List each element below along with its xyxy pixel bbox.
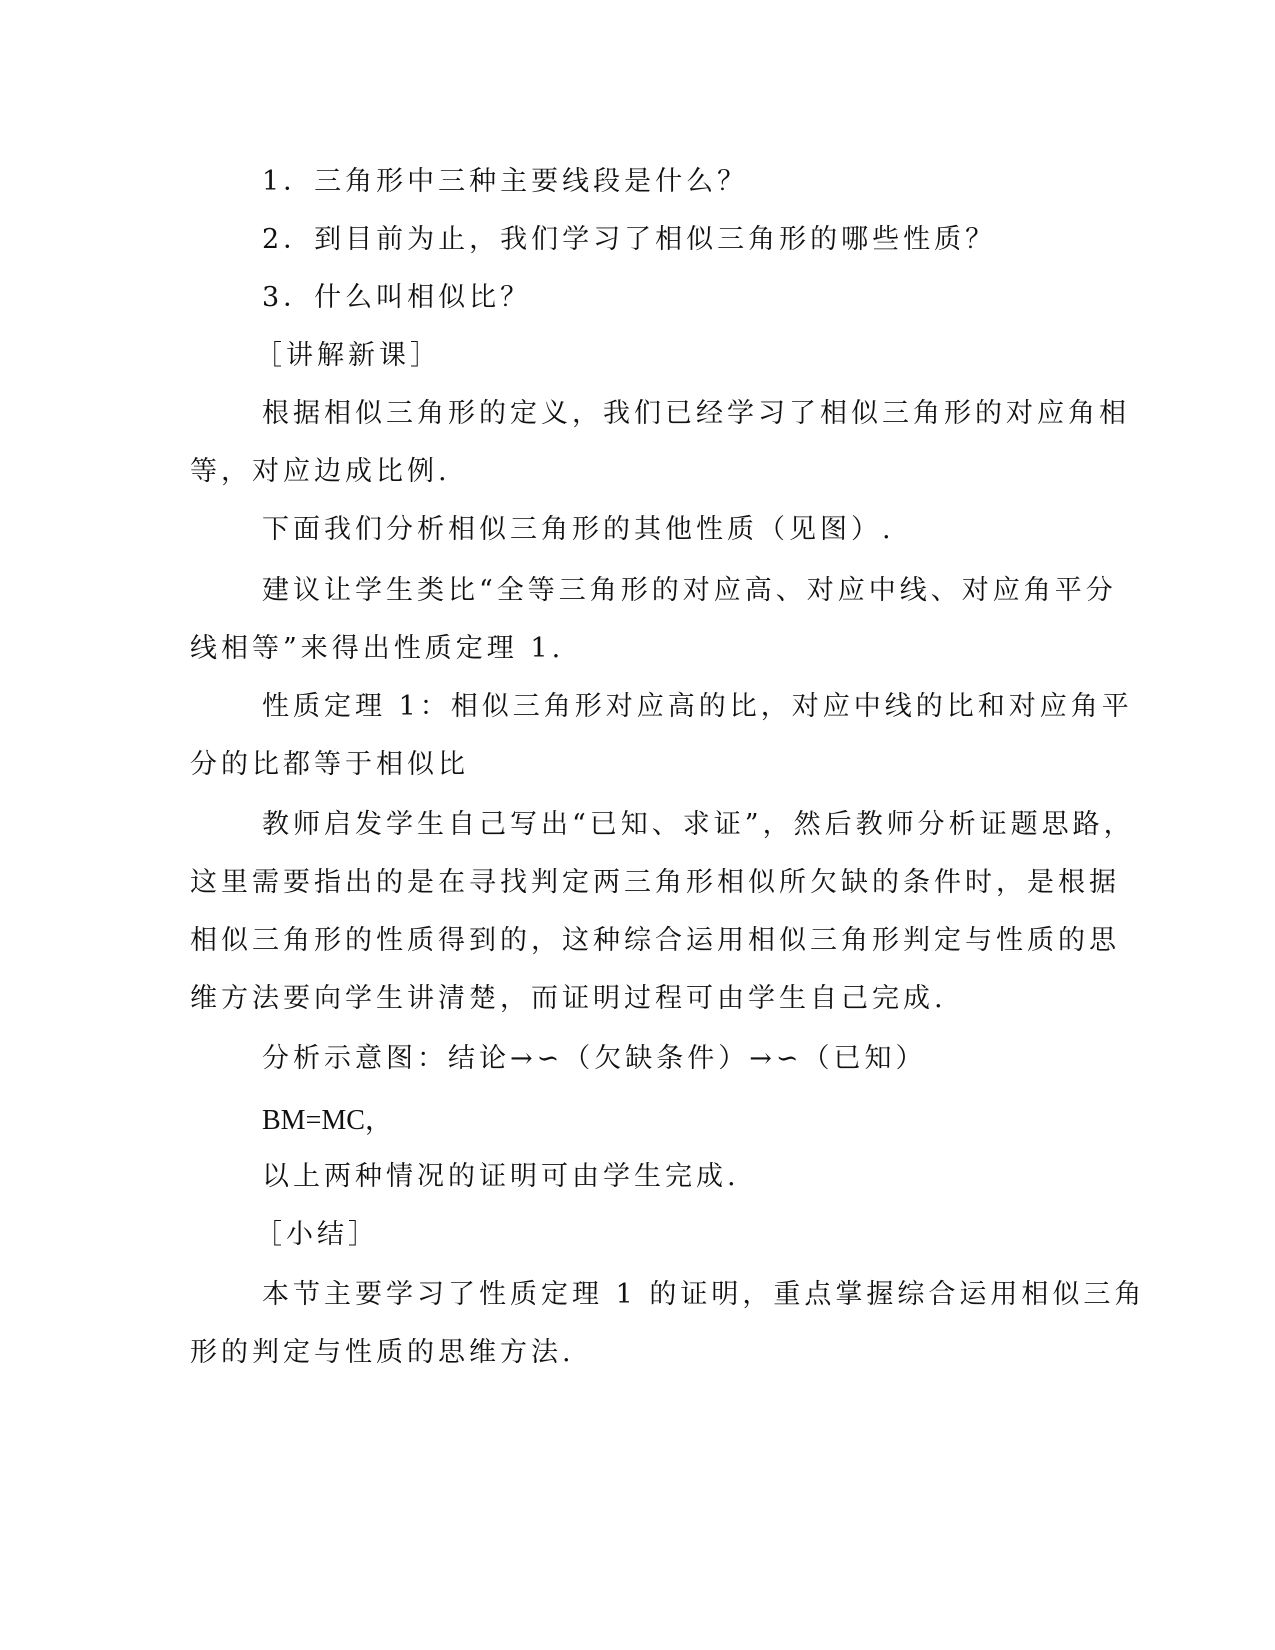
suggestion-paragraph-line-2: 线相等”来得出性质定理 1. (190, 633, 565, 664)
question-1: 1．三角形中三种主要线段是什么？ (262, 166, 749, 197)
teacher-paragraph-line-2: 这里需要指出的是在寻找判定两三角形相似所欠缺的条件时，是根据 (190, 867, 1120, 898)
proof-note: 以上两种情况的证明可由学生完成. (262, 1161, 740, 1192)
question-3: 3．什么叫相似比？ (262, 282, 532, 313)
suggestion-paragraph-line-1: 建议让学生类比“全等三角形的对应高、对应中线、对应角平分 (262, 575, 1117, 606)
theorem-line-1: 性质定理 1：相似三角形对应高的比，对应中线的比和对应角平 (262, 691, 1133, 722)
definition-paragraph-line-1: 根据相似三角形的定义，我们已经学习了相似三角形的对应角相 (262, 398, 1130, 429)
theorem-line-2: 分的比都等于相似比 (190, 749, 469, 780)
summary-line-2: 形的判定与性质的思维方法. (190, 1337, 575, 1368)
analysis-diagram-line: 分析示意图：结论→∽（欠缺条件）→∽（已知） (262, 1043, 927, 1074)
section-heading-new-lesson: ［讲解新课］ (255, 340, 441, 371)
section-heading-summary: ［小结］ (255, 1219, 379, 1250)
definition-paragraph-line-2: 等，对应边成比例. (190, 456, 451, 487)
teacher-paragraph-line-4: 维方法要向学生讲清楚，而证明过程可由学生自己完成. (190, 983, 947, 1014)
teacher-paragraph-line-1: 教师启发学生自己写出“已知、求证”，然后教师分析证题思路， (262, 809, 1135, 840)
summary-line-1: 本节主要学习了性质定理 1 的证明，重点掌握综合运用相似三角 (262, 1279, 1146, 1310)
teacher-paragraph-line-3: 相似三角形的性质得到的，这种综合运用相似三角形判定与性质的思 (190, 925, 1120, 956)
equation-line: BM=MC， (262, 1105, 393, 1136)
question-2: 2．到目前为止，我们学习了相似三角形的哪些性质？ (262, 224, 997, 255)
analysis-intro-paragraph: 下面我们分析相似三角形的其他性质（见图）. (262, 514, 895, 545)
